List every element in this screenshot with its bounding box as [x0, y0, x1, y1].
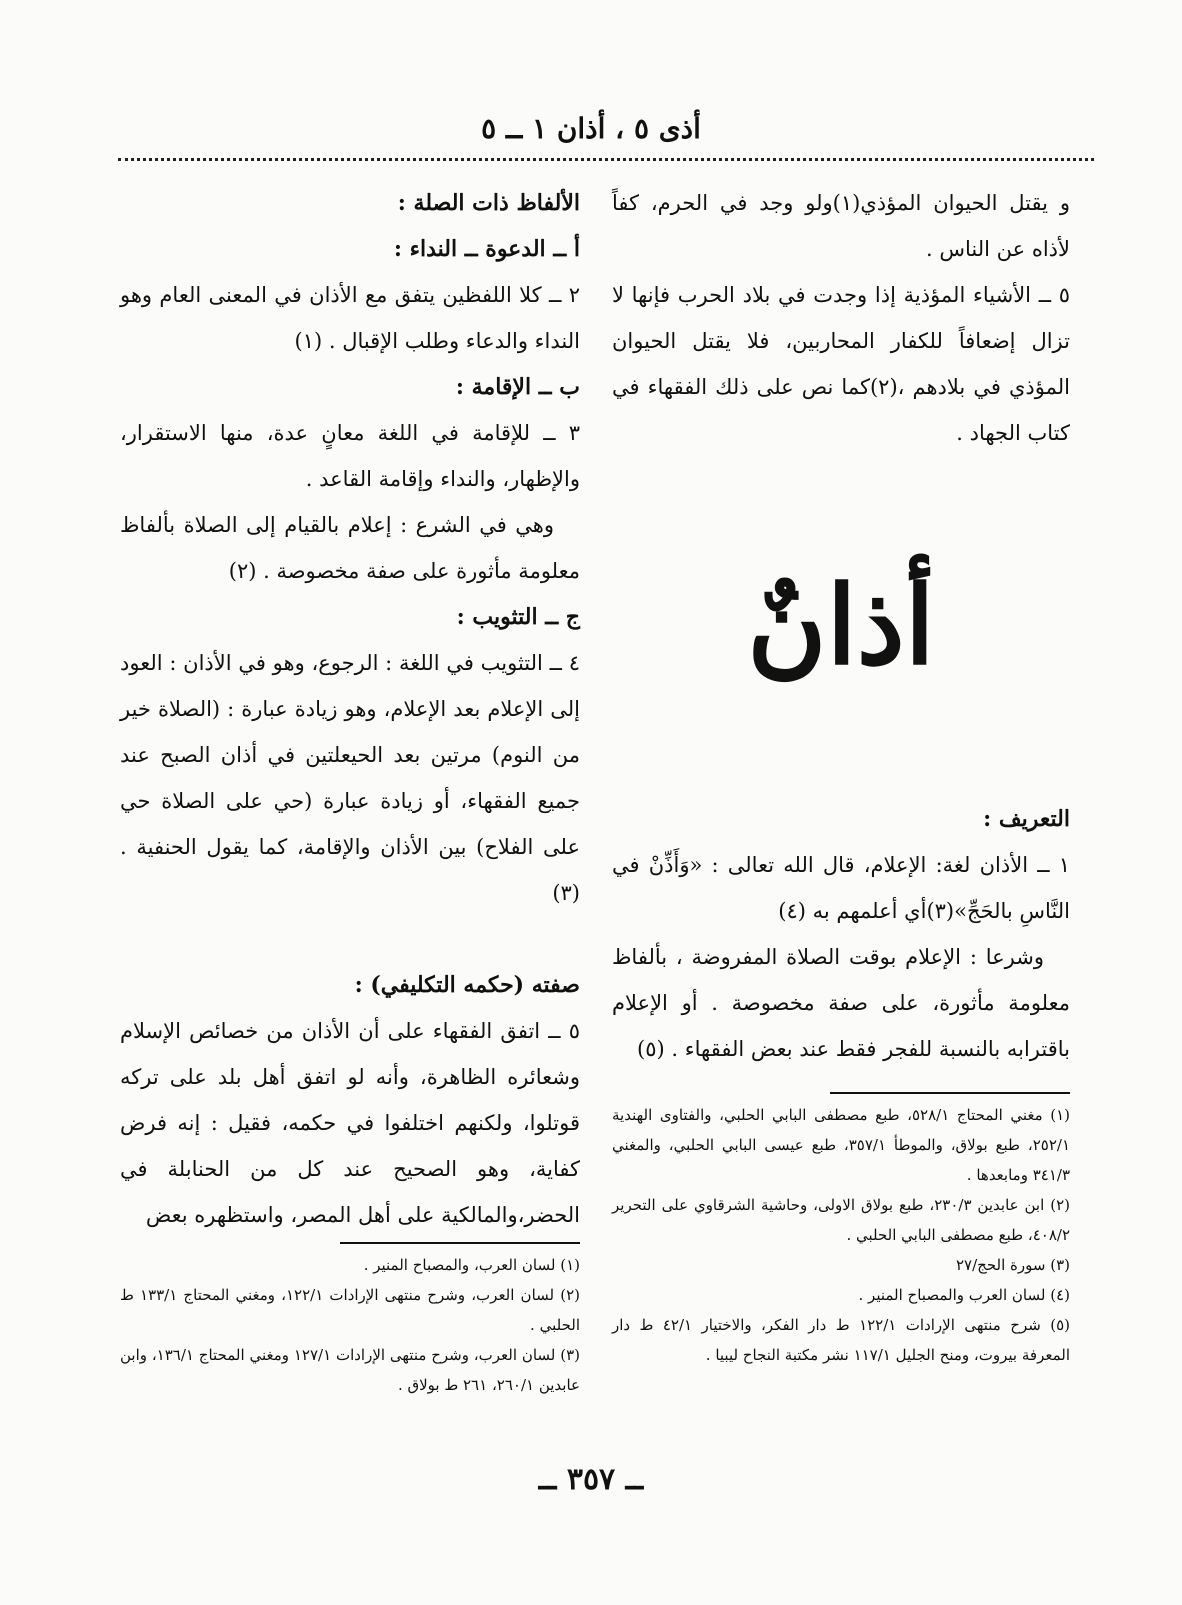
paragraph-harmful-animal: و يقتل الحيوان المؤذي(١)ولو وجد في الحرم، كفاً لأذاه عن الناس . [612, 191, 1070, 261]
subheading-dawa-nida: أ ــ الدعوة ــ النداء : [393, 236, 580, 262]
subheading-iqama: ب ــ الإقامة : [455, 374, 580, 400]
ruling-heading: صفته (حكمه التكليفي) : [354, 972, 580, 998]
left-column [120, 180, 580, 1238]
footnote-item: (٥) شرح منتهى الإرادات ١٢٢/١ ط دار الفكر، والاختيار ٤٢/١ ط دار المعرفة بيروت، ومنح الجليل ١١٧/١ نشر مكتبة النجاح ليبيا . [612, 1316, 1070, 1364]
footnote-item: (٣) سورة الحج/٢٧ [955, 1256, 1070, 1274]
footnote-item: (٤) لسان العرب والمصباح المنير . [858, 1286, 1070, 1304]
right-column [612, 180, 1070, 1072]
header-divider [118, 158, 1094, 161]
paragraph-3: ٣ ــ للإقامة في اللغة معانٍ عدة، منها الاستقرار، والإظهار، والنداء وإقامة القاعد . [120, 421, 580, 491]
entry-title: أذانٌ [747, 563, 935, 689]
footnote-item: (١) مغني المحتاج ٥٢٨/١، طبع مصطفى البابي الحلبي، والفتاوى الهندية ٢٥٢/١، طبع بولاق، والموطأ ٣٥٧/١، طبع عيسى البابي الحلبي، والمغني ٣٤١/٣ ومابعدها . [612, 1106, 1070, 1184]
paragraph-2: ٢ ــ كلا اللفظين يتفق مع الأذان في المعنى العام وهو النداء والدعاء وطلب الإقبال . (١) [120, 283, 580, 353]
footnotes-right [612, 1092, 1070, 1370]
footnote-item: (٢) لسان العرب، وشرح منتهى الإرادات ١٢٢/١، ومغني المحتاج ١٣٣/١ ط الحلبي . [120, 1286, 581, 1334]
paragraph-shari-definition: وشرعا : الإعلام بوقت الصلاة المفروضة ، بألفاظ معلومة مأثورة، على صفة مخصوصة . أو الإعلام باقترابه بالنسبة للفجر فقط عند بعض الفقهاء . (٥) [612, 945, 1070, 1061]
paragraph-5-ruling: ٥ ــ اتفق الفقهاء على أن الأذان من خصائص الإسلام وشعائره الظاهرة، وأنه لو اتفق أهل بلد على تركه قوتلوا، ولكنهم اختلفوا في حكمه، فقيل : إنه فرض كفاية، وهو الصحيح عند كل من الحنابلة في الحضر،والمالكية على أهل المصر، واستظهره بعض [120, 1019, 580, 1227]
footnote-rule [830, 1092, 1070, 1094]
footnote-rule [340, 1242, 580, 1244]
footnote-item: (١) لسان العرب، والمصباح المنير . [363, 1256, 580, 1274]
paragraph-4: ٤ ــ التثويب في اللغة : الرجوع، وهو في الأذان : العود إلى الإعلام بعد الإعلام، وهو زيادة عبارة : (الصلاة خير من النوم) مرتين بعد الحيعلتين في أذان الصبح عند جميع الفقهاء، أو زيادة عبارة (حي على الصلاة حي على الفلاح) بين الأذان والإقامة، كما يقول الحنفية . (٣) [120, 651, 580, 905]
definition-heading: التعريف : [983, 806, 1070, 832]
paragraph-1-definition: ١ ــ الأذان لغة: الإعلام، قال الله تعالى : «وَأَذِّنْ في النَّاسِ بالحَجِّ»(٣)أي أعلمهم به (٤) [612, 853, 1070, 923]
page-number: ــ ٣٥٧ ــ [538, 1462, 644, 1497]
paragraph-5-enemy-lands: ٥ ــ الأشياء المؤذية إذا وجدت في بلاد الحرب فإنها لا تزال إضعافاً للكفار المحاربين، فلا يقتل الحيوان المؤذي في بلادهم ،(٢)كما نص على ذلك الفقهاء في كتاب الجهاد . [612, 283, 1070, 445]
footnote-item: (٢) ابن عابدين ٢٣٠/٣، طبع بولاق الاولى، وحاشية الشرقاوي على التحرير ٤٠٨/٢، طبع مصطفى البابي الحلبي . [612, 1196, 1070, 1244]
subheading-tathwib: ج ــ التثويب : [456, 604, 580, 630]
paragraph-3-shari: وهي في الشرع : إعلام بالقيام إلى الصلاة بألفاظ معلومة مأثورة على صفة مخصوصة . (٢) [120, 513, 580, 583]
running-header: أذى ٥ ، أذان ١ ــ ٥ [481, 112, 701, 145]
related-terms-heading: الألفاظ ذات الصلة : [397, 190, 580, 216]
footnote-item: (٣) لسان العرب، وشرح منتهى الإرادات ١٢٧/١ ومغني المحتاج ١٣٦/١، وابن عابدين ٢٦٠/١، ٢٦١ ط بولاق . [120, 1346, 580, 1394]
footnotes-left [120, 1242, 580, 1400]
